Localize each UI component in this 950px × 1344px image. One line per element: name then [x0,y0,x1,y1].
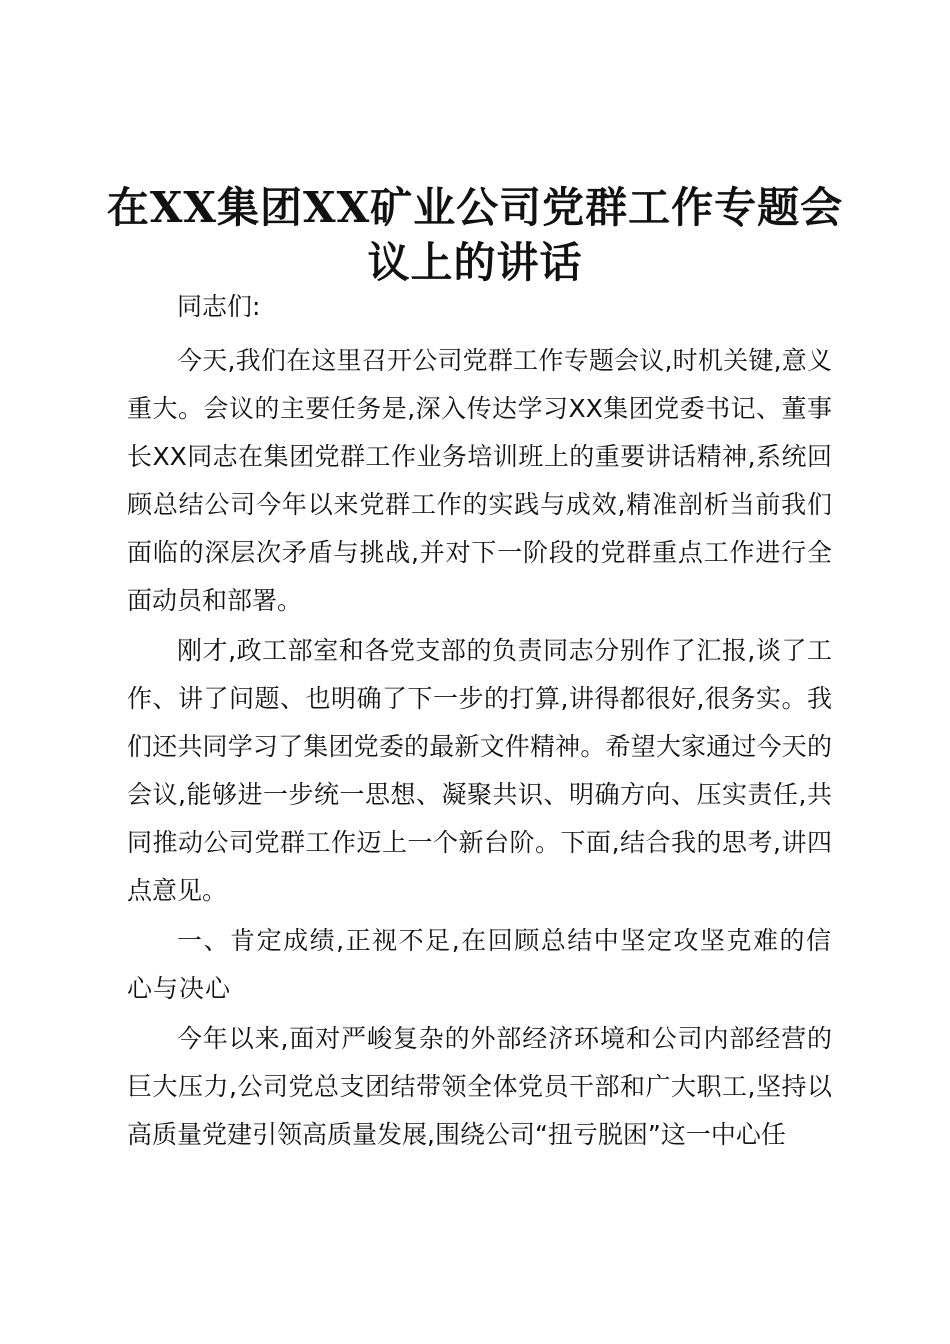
salutation: 同志们: [177,292,261,321]
document-title: 在XX集团XX矿业公司党群工作专题会议上的讲话 [106,183,844,287]
paragraph-1: 今天,我们在这里召开公司党群工作专题会议,时机关键,意义重大。会议的主要任务是,深入传达学习XX集团党委书记、董事长XX同志在集团党群工作业务培训班上的重要讲话精神,系统回顾总结公司今年以来党群工作的实践与成效,精准剖析当前我们面临的深层次矛盾与挑战,并对下一阶段的党群重点工作进行全面动员和部署。 [127,346,832,615]
paragraph-2: 刚才,政工部室和各党支部的负责同志分别作了汇报,谈了工作、讲了问题、也明确了下一步的打算,讲得都很好,很务实。我们还共同学习了集团党委的最新文件精神。希望大家通过今天的会议,能够进一步统一思想、凝聚共识、明确方向、压实责任,共同推动公司党群工作迈上一个新台阶。下面,结合我的思考,讲四点意见。 [127,636,832,905]
paragraph-3: 今年以来,面对严峻复杂的外部经济环境和公司内部经营的巨大压力,公司党总支团结带领全体党员干部和广大职工,坚持以高质量党建引领高质量发展,围绕公司“扭亏脱困”这一中心任 [127,1024,832,1149]
document-body [127,283,832,1161]
section-heading-1: 一、肯定成绩,正视不足,在回顾总结中坚定攻坚克难的信心与决心 [127,926,832,1003]
